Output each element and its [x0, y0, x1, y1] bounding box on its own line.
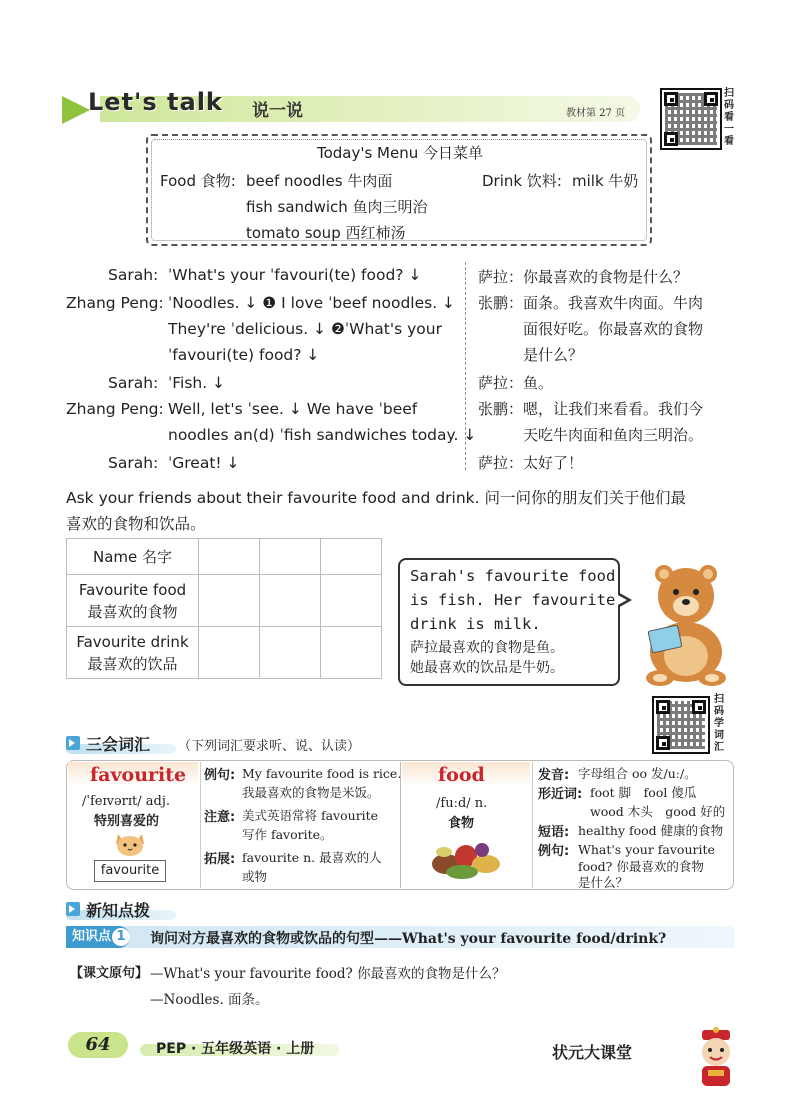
qr-code-icon[interactable]	[660, 88, 722, 150]
menu-drink-item: milk 牛奶	[572, 172, 639, 190]
row-label-cn: 最喜欢的食物	[87, 602, 178, 621]
row-label-en: Favourite food	[78, 580, 187, 599]
table-cell[interactable]	[321, 627, 382, 679]
bubble-text-cn: 萨拉最喜欢的食物是鱼。	[410, 640, 564, 656]
translation-line: 张鹏：面条。我喜欢牛肉面。牛肉	[478, 294, 704, 312]
knowledge-point-badge: 知识点	[66, 926, 130, 948]
vocab-phonetic: /ˈfeɪvərɪt/ adj.	[82, 794, 170, 809]
section-title: Let's talk	[88, 88, 223, 116]
knowledge-point-text: 询问对方最喜欢的食物或饮品的句型——What's your favourite food/drink?	[150, 931, 667, 947]
source-label: 【课文原句】	[70, 966, 149, 981]
note-text: healthy food 健康的食物	[578, 823, 724, 838]
table-row	[67, 627, 382, 679]
note-label: 形近词:	[538, 787, 583, 802]
note-text: 是什么？	[578, 875, 629, 890]
dialogue-line: ˈfavouri(te) food? ↓	[168, 346, 320, 364]
source-line: —What's your favourite food? 你最喜欢的食物是什么？	[150, 966, 506, 982]
vocab-section-title: 三会词汇	[86, 735, 151, 754]
dialogue-line: Well, let's ˈsee. ↓ We have ˈbeef	[168, 400, 418, 418]
bubble-text-cn: 她最喜欢的饮品是牛奶。	[410, 660, 564, 676]
food-pile-icon	[426, 830, 506, 882]
note-label: 例句:	[204, 768, 236, 783]
scan-label: 扫码学词汇	[714, 694, 724, 753]
dialogue-line: ˈGreat! ↓	[168, 454, 240, 472]
vocab-phonetic: /fuːd/ n.	[436, 796, 488, 811]
drink-label: Drink 饮料:	[482, 172, 562, 190]
translation-line: 萨拉：你最喜欢的食物是什么？	[478, 268, 689, 286]
dialogue-line: ˈWhat's your ˈfavouri(te) food? ↓	[168, 266, 422, 284]
menu-food-item: tomato soup 西红柿汤	[246, 224, 406, 242]
table-cell[interactable]	[199, 627, 260, 679]
table-cell[interactable]	[199, 575, 260, 627]
table-cell[interactable]	[321, 539, 382, 575]
speaker-sarah: Sarah:	[108, 454, 159, 472]
row-label-en: Favourite drink	[76, 632, 189, 651]
food-label: Food 食物:	[160, 172, 236, 190]
bubble-text: is fish. Her favourite	[410, 591, 616, 609]
speaker-zhang-peng: Zhang Peng:	[66, 400, 164, 418]
table-row	[67, 575, 382, 627]
speaker-sarah: Sarah:	[108, 266, 159, 284]
menu-title: Today's Menu 今日菜单	[316, 144, 484, 162]
vocab-word: favourite	[90, 764, 187, 786]
mascot-icon	[688, 1026, 744, 1090]
vocab-meaning: 食物	[448, 816, 475, 831]
menu-food-item: fish sandwich 鱼肉三明治	[246, 198, 428, 216]
source-line: —Noodles. 面条。	[150, 992, 269, 1008]
note-text: foot 脚 fool 傻瓜	[590, 785, 697, 800]
vocab-word: food	[438, 764, 485, 786]
translation-line: 张鹏：嗯，让我们来看看。我们今	[478, 400, 704, 418]
note-text: favourite n. 最喜欢的人	[242, 850, 382, 865]
textbook-page-ref: 教材第 27 页	[566, 108, 626, 119]
section-title-cn: 说一说	[252, 101, 303, 121]
leaf-icon	[62, 96, 90, 124]
vocab-meaning: 特别喜爱的	[94, 814, 160, 829]
dialogue-line: noodles an(d) ˈfish sandwiches today. ↓	[168, 426, 477, 444]
note-text: 字母组合 oo 发/uː/。	[578, 766, 697, 781]
table-row	[67, 539, 382, 575]
note-text: 我最喜欢的食物是米饭。	[242, 785, 380, 800]
translation-line: 天吃牛肉面和鱼肉三明治。	[478, 426, 704, 444]
new-points-title: 新知点拨	[86, 901, 151, 920]
note-text: My favourite food is rice.	[242, 766, 402, 781]
note-label: 发音:	[538, 768, 570, 783]
book-title: PEP · 五年级英语 · 上册	[156, 1041, 315, 1057]
instruction-text: 喜欢的食物和饮品。	[66, 515, 206, 533]
speaker-sarah: Sarah:	[108, 374, 159, 392]
note-label: 短语:	[538, 825, 570, 840]
qr-code-icon[interactable]	[652, 696, 710, 754]
table-cell[interactable]	[260, 539, 321, 575]
section-arrow-icon	[66, 902, 80, 916]
row-label-food	[67, 575, 199, 627]
note-text: 或物	[242, 869, 268, 884]
row-label-cn: 最喜欢的饮品	[87, 654, 178, 673]
menu-food-item: beef noodles 牛肉面	[246, 172, 393, 190]
vocab-section-note: （下列词汇要求听、说、认读）	[178, 739, 361, 754]
dialogue-line: ˈNoodles. ↓ ❶ I love ˈbeef noodles. ↓	[168, 294, 456, 312]
table-cell[interactable]	[260, 575, 321, 627]
note-text: wood 木头 good 好的	[590, 804, 726, 819]
note-label: 拓展:	[204, 852, 236, 867]
note-text: What's your favourite	[578, 842, 715, 857]
dialogue-line: They're ˈdelicious. ↓ ❷ˈWhat's your	[168, 320, 442, 338]
note-text: 写作 favorite。	[242, 827, 333, 842]
knowledge-point-number: 1	[112, 928, 130, 946]
bear-illustration	[636, 556, 736, 690]
instruction-text: Ask your friends about their favourite food and drink. 问一问你的朋友们关于他们最	[66, 489, 686, 507]
table-cell[interactable]	[260, 627, 321, 679]
row-label-name: Name 名字	[67, 539, 199, 575]
survey-table	[66, 538, 382, 679]
translation-line: 萨拉：鱼。	[478, 374, 554, 392]
note-text: food? 你最喜欢的食物	[578, 859, 704, 874]
scan-label: 扫码看一看	[724, 88, 734, 147]
translation-line: 萨拉：太好了！	[478, 454, 584, 472]
translation-line: 是什么？	[478, 346, 584, 364]
note-text: 美式英语常将 favourite	[242, 808, 379, 823]
speaker-zhang-peng: Zhang Peng:	[66, 294, 164, 312]
vocab-word-card: favourite	[94, 860, 166, 882]
dialogue-line: ˈFish. ↓	[168, 374, 226, 392]
note-label: 例句:	[538, 844, 570, 859]
note-label: 注意:	[204, 810, 236, 825]
bubble-text: drink is milk.	[410, 615, 541, 633]
translation-line: 面很好吃。你最喜欢的食物	[478, 320, 704, 338]
row-label-drink	[67, 627, 199, 679]
brand-name: 状元大课堂	[552, 1043, 633, 1062]
section-arrow-icon	[66, 736, 80, 750]
table-cell[interactable]	[321, 575, 382, 627]
table-cell[interactable]	[199, 539, 260, 575]
dialogue-divider	[465, 262, 466, 470]
page-number: 64	[68, 1032, 128, 1058]
cat-icon	[112, 828, 148, 858]
bubble-text: Sarah's favourite food	[410, 567, 616, 585]
